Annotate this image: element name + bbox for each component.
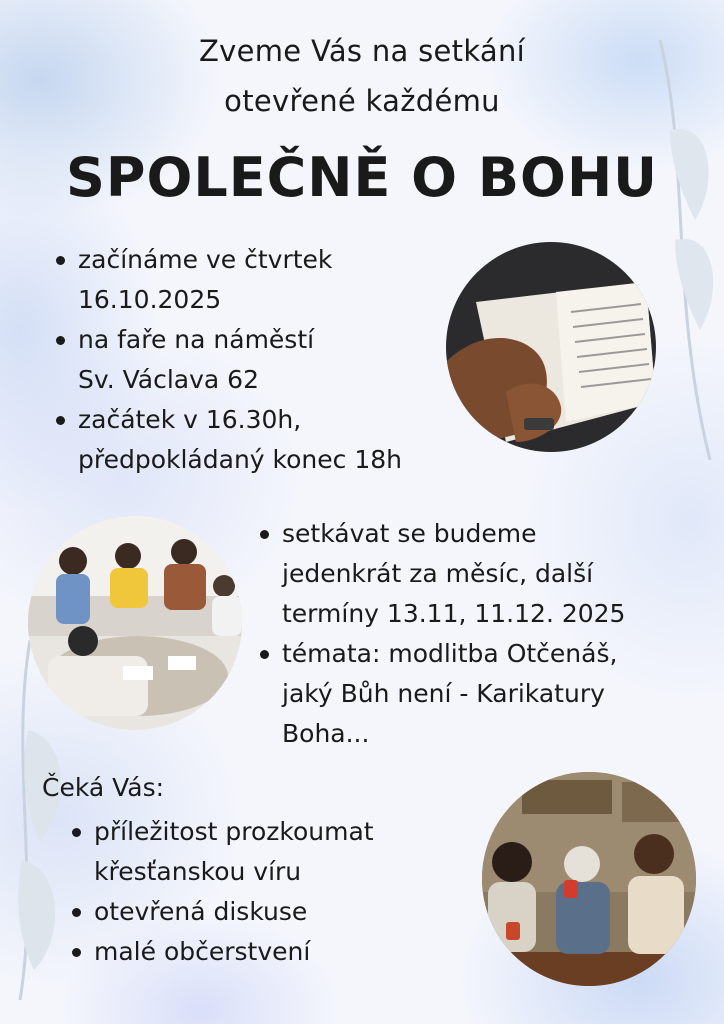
start-time: začátek v 16.30h,	[78, 405, 302, 434]
offer-item-1-line-1: příležitost prozkoumat	[94, 817, 374, 846]
offer-list	[68, 812, 488, 972]
invitation-line-1: Zveme Vás na setkání	[198, 34, 526, 68]
offer-item-2: otevřená diskuse	[94, 897, 308, 926]
start-date-value: 16.10.2025	[78, 285, 222, 314]
topics-line-3: Boha...	[282, 719, 370, 748]
offer-heading: Čeká Vás:	[42, 773, 165, 802]
list-item	[68, 892, 488, 932]
details-list	[52, 240, 472, 480]
topics-line-1: témata: modlitba Otčenáš,	[282, 639, 618, 668]
location-address: Sv. Václava 62	[78, 365, 259, 394]
end-time: předpokládaný konec 18h	[78, 445, 402, 474]
start-date-label: začínáme ve čtvrtek	[78, 245, 333, 274]
list-item	[52, 320, 472, 400]
list-item	[256, 514, 686, 634]
frequency-line-2: jedenkrát za měsíc, další	[282, 559, 594, 588]
bible-reading-photo	[446, 242, 656, 452]
refreshments-photo	[482, 772, 696, 986]
list-item	[52, 400, 472, 480]
topics-line-2: jaký Bůh není - Karikatury	[282, 679, 605, 708]
page-title: SPOLEČNĚ O BOHU	[66, 146, 658, 209]
group-discussion-photo	[28, 516, 242, 730]
frequency-line-1: setkávat se budeme	[282, 519, 537, 548]
list-item	[256, 634, 686, 754]
list-item	[68, 932, 488, 972]
list-item	[52, 240, 472, 320]
location-label: na faře na náměstí	[78, 325, 315, 354]
offer-item-1-line-2: křesťanskou víru	[94, 857, 302, 886]
next-dates: termíny 13.11, 11.12. 2025	[282, 599, 626, 628]
invitation-line-2: otevřené každému	[224, 84, 500, 118]
schedule-list	[256, 514, 686, 754]
list-item	[68, 812, 488, 892]
offer-item-3: malé občerstvení	[94, 937, 311, 966]
